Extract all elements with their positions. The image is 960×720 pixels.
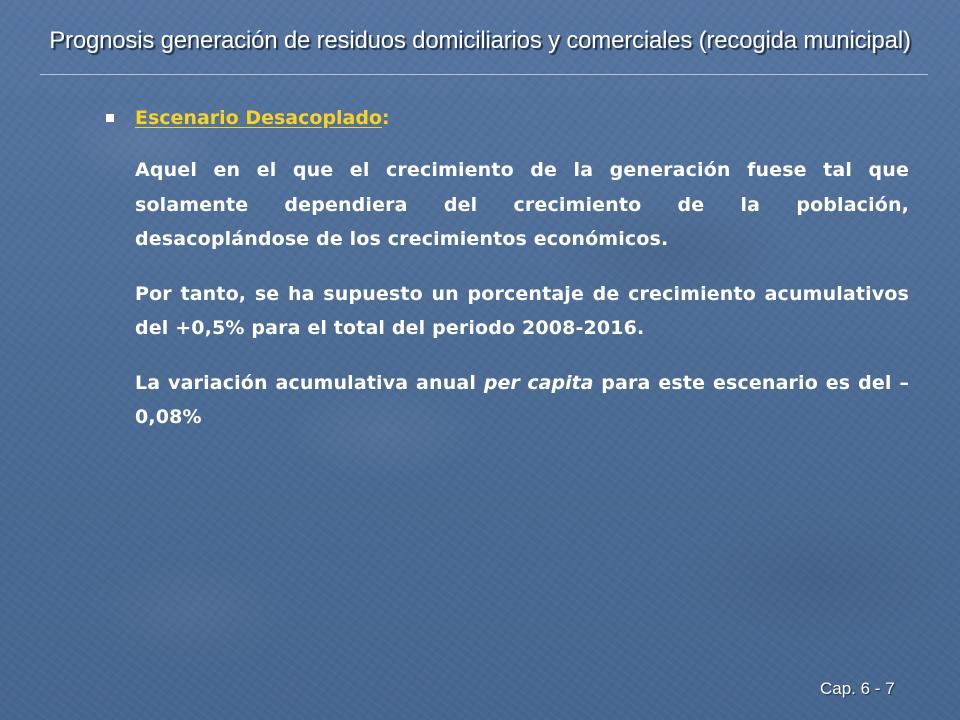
per-capita-italic: per capita xyxy=(483,371,594,394)
scenario-heading-colon: : xyxy=(382,107,390,129)
definition-text: Aquel en el que el crecimiento de la generación fuese tal que solamente dependiera del crecimiento de la población, desacoplándose de los crecimientos económicos. xyxy=(135,159,909,250)
per-capita-text-after: para este escenario es del – 0,08% xyxy=(135,371,909,428)
slide-title: Prognosis generación de residuos domiciliarios y comerciales (recogida municipal) xyxy=(49,27,911,54)
per-capita-text-before: La variación acumulativa anual xyxy=(135,371,484,394)
square-bullet-icon xyxy=(106,114,114,122)
slide-content xyxy=(135,101,909,435)
definition-paragraph xyxy=(135,153,909,257)
scenario-heading-link[interactable]: Escenario Desacoplado xyxy=(135,107,383,129)
assumption-text: Por tanto, se ha supuesto un porcentaje de crecimiento acumulativos del +0,5% para el total del periodo 2008-2016. xyxy=(135,282,909,339)
title-divider xyxy=(40,74,928,75)
per-capita-paragraph xyxy=(135,366,909,435)
assumption-paragraph xyxy=(135,277,909,346)
scenario-heading xyxy=(135,101,909,135)
page-number: Cap. 6 - 7 xyxy=(820,679,895,698)
